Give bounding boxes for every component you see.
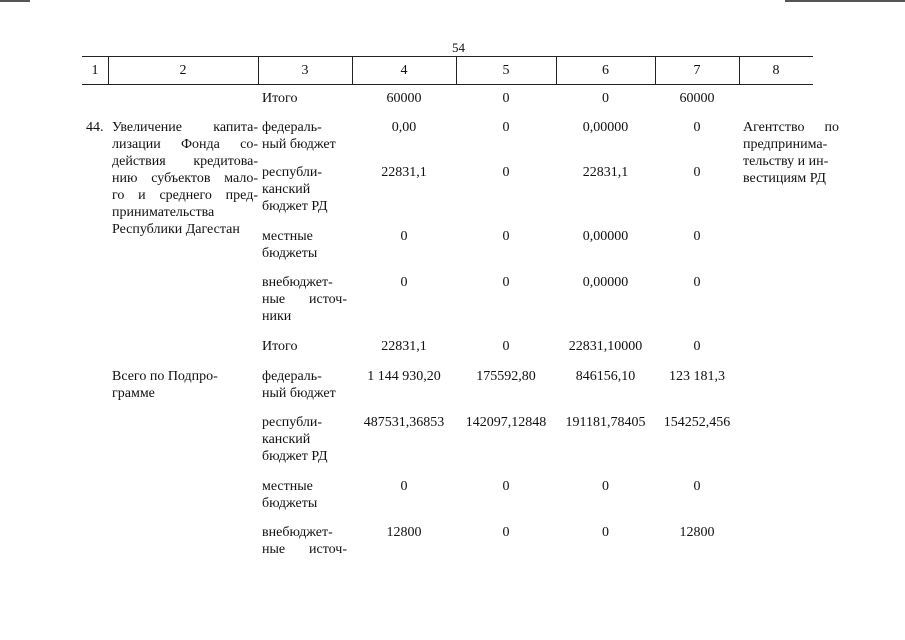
value-col6: 22831,10000 [568,339,643,354]
page-number: 54 [452,40,465,55]
desc-line: нию субъектов мало- [112,171,258,186]
value-col6: 0,00000 [582,229,629,244]
source-label: ные источ- [262,542,347,557]
scan-edge-mark [785,0,905,2]
agency-line: Агентство по [743,120,839,135]
value-col6: 846156,10 [575,369,636,384]
source-label: местные [262,479,313,494]
header-cell: 3 [301,63,309,78]
value-col7: 60000 [679,91,715,106]
value-col4: 22831,1 [381,165,427,180]
value-col6: 0 [602,479,609,494]
source-label: канский [262,182,311,197]
table-top-border [82,56,813,57]
agency-line: тельству и ин- [743,154,829,169]
value-col5: 175592,80 [476,369,536,384]
value-col4: 22831,1 [381,339,427,354]
value-col6: 0,00000 [582,275,629,290]
agency-line: вестициям РД [743,171,826,186]
value-col5: 0 [502,275,510,290]
source-label: ные источ- [262,292,347,307]
value-col7: 12800 [679,525,715,540]
value-col7: 0 [693,275,701,290]
value-col6: 22831,1 [582,165,629,180]
value-col7: 0 [693,120,701,135]
source-label: внебюджет- [262,275,333,290]
header-bottom-border [82,84,813,85]
desc-line: Всего по Подпро- [112,369,218,384]
source-label: ный бюджет [262,137,336,152]
desc-line: лизации Фонда со- [112,137,258,152]
desc-line: принимательства [112,205,215,220]
value-col5: 0 [502,120,510,135]
source-label: местные [262,229,313,244]
value-col7: 0 [693,339,701,354]
value-col6: 0 [602,91,609,106]
value-col4: 1 144 930,20 [367,369,441,384]
desc-line: действия кредитова- [112,154,258,169]
scan-edge-mark [0,0,30,2]
desc-line: грамме [112,386,155,401]
item-number: 44. [86,120,104,135]
value-col4: 0,00 [391,120,417,135]
source-label: бюджеты [262,496,318,511]
value-col7: 0 [693,229,701,244]
value-col5: 0 [502,525,510,540]
desc-line: Увеличение капита- [112,120,258,135]
value-col4: 0 [400,229,408,244]
source-label: республи- [262,165,322,180]
source-label: внебюджет- [262,525,333,540]
source-label: канский [262,432,311,447]
source-label: ники [262,309,292,324]
value-col7: 0 [693,479,701,494]
value-col4: 487531,36853 [363,415,445,430]
value-col5: 142097,12848 [465,415,547,430]
header-cell: 7 [693,63,701,78]
header-cell: 4 [400,63,408,78]
value-col6: 0 [602,525,609,540]
value-col5: 0 [502,165,510,180]
desc-line: го и среднего пред- [112,188,258,203]
value-col5: 0 [502,91,510,106]
desc-line: Республики Дагестан [112,222,240,237]
source-label: бюджеты [262,246,318,261]
value-col4: 0 [400,479,408,494]
value-col7: 123 181,3 [669,369,725,384]
header-cell: 8 [772,63,780,78]
value-col7: 0 [693,165,701,180]
source-label: Итого [262,339,298,354]
header-cell: 5 [502,63,510,78]
source-label: Итого [262,91,298,106]
agency-line: предпринима- [743,137,828,152]
source-label: федераль- [262,369,322,384]
header-cell: 6 [602,63,609,78]
value-col6: 0,00000 [582,120,629,135]
value-col7: 154252,456 [663,415,731,430]
value-col5: 0 [502,479,510,494]
value-col4: 12800 [386,525,422,540]
source-label: ный бюджет [262,386,336,401]
source-label: федераль- [262,120,322,135]
header-cell: 1 [91,63,99,78]
source-label: бюджет РД [262,449,328,464]
value-col4: 60000 [386,91,422,106]
value-col5: 0 [502,229,510,244]
value-col5: 0 [502,339,510,354]
source-label: республи- [262,415,322,430]
value-col6: 191181,78405 [565,415,646,430]
header-cell: 2 [179,63,187,78]
value-col4: 0 [400,275,408,290]
source-label: бюджет РД [262,199,328,214]
